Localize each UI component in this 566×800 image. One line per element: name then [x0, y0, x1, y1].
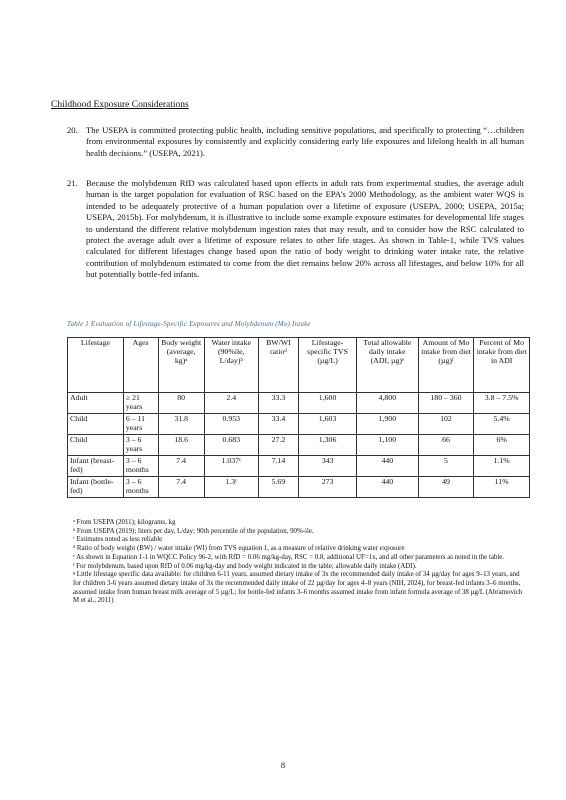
section-heading: Childhood Exposure Considerations: [51, 100, 189, 110]
table-row: [68, 477, 530, 498]
table-header-row: [68, 338, 530, 393]
table-cell: 6 – 11 years: [123, 414, 158, 435]
table-cell: 66: [418, 435, 474, 456]
header-cell: Body weight (average, kg)ᵃ: [158, 338, 204, 393]
table-cell: 7.14: [258, 456, 298, 477]
paragraph-20: [67, 125, 524, 159]
header-cell: Total allowable daily intake (ADI, µg)ᵉ: [357, 338, 419, 393]
header-cell: BW/WI ratioᵈ: [258, 338, 298, 393]
table-row: [68, 435, 530, 456]
table-cell: 1,603: [299, 414, 357, 435]
table-cell: 3 – 6 months: [123, 477, 158, 498]
footnote: ᵃ From USEPA (2011); kilograms, kg: [73, 519, 176, 526]
header-cell: Ages: [123, 338, 158, 393]
table-caption: Table 1 Evaluation of Lifestage-Specific Exposures and Molybdenum (Mo) Intake: [67, 320, 311, 328]
footnote: ᶠ For molybdenum, based upon RfD of 0.06 mg/kg-day and body weight indicated in the table; allowable daily intake (ADI).: [73, 562, 417, 570]
table-cell: 49: [418, 477, 474, 498]
header-cell: Water intake (90%ile, L/day)ᵇ: [204, 338, 258, 393]
table-cell: 1.037ᶜ: [204, 456, 258, 477]
footnote: ᵇ From USEPA (2019); liters per day, L/day; 90th percentile of the population, 90%-ile.: [73, 527, 314, 535]
footnote: ᵍ Little lifestage specific data available: for children 6-11 years, assumed dietary intake of 3x the recommended daily intake of 34 µg/day for ages 9–13 years, and for children 3-6 years assumed dietary intake of 3x the recommended daily intake of 22 µg/day for ages 4–8 years (NIH, 2024), for breast-fed infants 3–6 months, assumed intake from human breast milk average of 5 µg/L; for bottle-fed infants 3–6 months assumed intake from infant formula average of 38 µg/L (Abramovich M et al., 2011): [73, 571, 523, 605]
header-cell: Percent of Mo intake from diet in ADI: [474, 338, 530, 393]
table-cell: 5.4%: [474, 414, 530, 435]
table-cell: 180 – 360: [418, 393, 474, 414]
table-cell: 4,800: [357, 393, 419, 414]
footnote: ᵉ As shown in Equation 1-1 in WQCC Policy 96-2, with RfD = 0.06 mg/kg-day, RSC = 0.8, additional UF=1x, and all other parameters as noted in the table.: [73, 553, 505, 561]
table-footnotes: [73, 519, 528, 606]
header-cell: Lifestage-specific TVS (µg/L): [299, 338, 357, 393]
table-cell: 1,306: [299, 435, 357, 456]
table-cell: 343: [299, 456, 357, 477]
header-cell: Amount of Mo intake from diet (µg)ᶠ: [418, 338, 474, 393]
table-row: [68, 414, 530, 435]
lifestage-exposure-table: [67, 337, 530, 498]
table-cell: 2.4: [204, 393, 258, 414]
table-cell: Child: [68, 435, 124, 456]
table-cell: 0.683: [204, 435, 258, 456]
table-cell: 5.69: [258, 477, 298, 498]
table-cell: ≥ 21 years: [123, 393, 158, 414]
table-cell: 440: [357, 456, 419, 477]
table-cell: Adult: [68, 393, 124, 414]
table-cell: 5: [418, 456, 474, 477]
table-row: [68, 456, 530, 477]
header-cell: Lifestage: [68, 338, 124, 393]
table-row: [68, 393, 530, 414]
table-cell: 11%: [474, 477, 530, 498]
table-cell: 440: [357, 477, 419, 498]
footnote: ᶜ Estimates noted as less reliable: [73, 536, 163, 544]
table-cell: 1,100: [357, 435, 419, 456]
table-cell: 1.1%: [474, 456, 530, 477]
table-cell: 31.8: [158, 414, 204, 435]
table-cell: 27.2: [258, 435, 298, 456]
table-cell: 3 – 6 years: [123, 435, 158, 456]
table-cell: Infant (breast-fed): [68, 456, 124, 477]
table-cell: 33.3: [258, 393, 298, 414]
table-cell: 3.8 – 7.5%: [474, 393, 530, 414]
table-cell: Child: [68, 414, 124, 435]
footnote: ᵈ Ratio of body weight (BW) / water intake (WI) from TVS equation 1, as a measure of relative drinking water exposure: [73, 545, 405, 553]
paragraph-21: [67, 178, 524, 281]
table-cell: 33.4: [258, 414, 298, 435]
paragraph-number: 20.: [67, 125, 78, 135]
table-cell: 273: [299, 477, 357, 498]
table-cell: 7.4: [158, 477, 204, 498]
table-cell: 1,600: [299, 393, 357, 414]
table-cell: 80: [158, 393, 204, 414]
table-cell: 7.4: [158, 456, 204, 477]
table-cell: 0.953: [204, 414, 258, 435]
paragraph-text: Because the molybdenum RfD was calculated based upon effects in adult rats from experimental studies, the average adult human is the target population for evaluation of RSC based on the EPA’s 2000 Methodology, as the ambient water WQS is intended to be adequately protective of a human population over a lifetime of exposure (USEPA, 2000; USEPA, 2015a; USEPA, 2015b). For molybdenum, it is illustrative to include some example exposure estimates for developmental life stages to understand the different relative molybdenum ingestion rates that may result, and to consider how the RSC calculated to protect the average adult over a lifetime of exposure relates to other life stages. As shown in Table-1, while TVS values calculated for different lifestages change based upon the ratio of body weight to drinking water intake rate, the relative contribution of molybdenum estimated to come from the diet remains below 20% across all lifestages, and below 10% for all but potentially bottle-fed infants.: [86, 178, 524, 280]
table-cell: 102: [418, 414, 474, 435]
table-cell: 18.6: [158, 435, 204, 456]
table-cell: 1,900: [357, 414, 419, 435]
paragraph-text: The USEPA is committed protecting public health, including sensitive populations, and specifically to protecting “…children from environmental exposures by consistently and explicitly considering early life exposures and lifelong health in all human health decisions.” (USEPA, 2021).: [86, 125, 524, 158]
paragraph-number: 21.: [67, 178, 78, 188]
table-cell: 1.3ᶜ: [204, 477, 258, 498]
page-number: 8: [280, 760, 286, 770]
table-cell: 3 – 6 months: [123, 456, 158, 477]
table-cell: Infant (bottle-fed): [68, 477, 124, 498]
table-cell: 6%: [474, 435, 530, 456]
